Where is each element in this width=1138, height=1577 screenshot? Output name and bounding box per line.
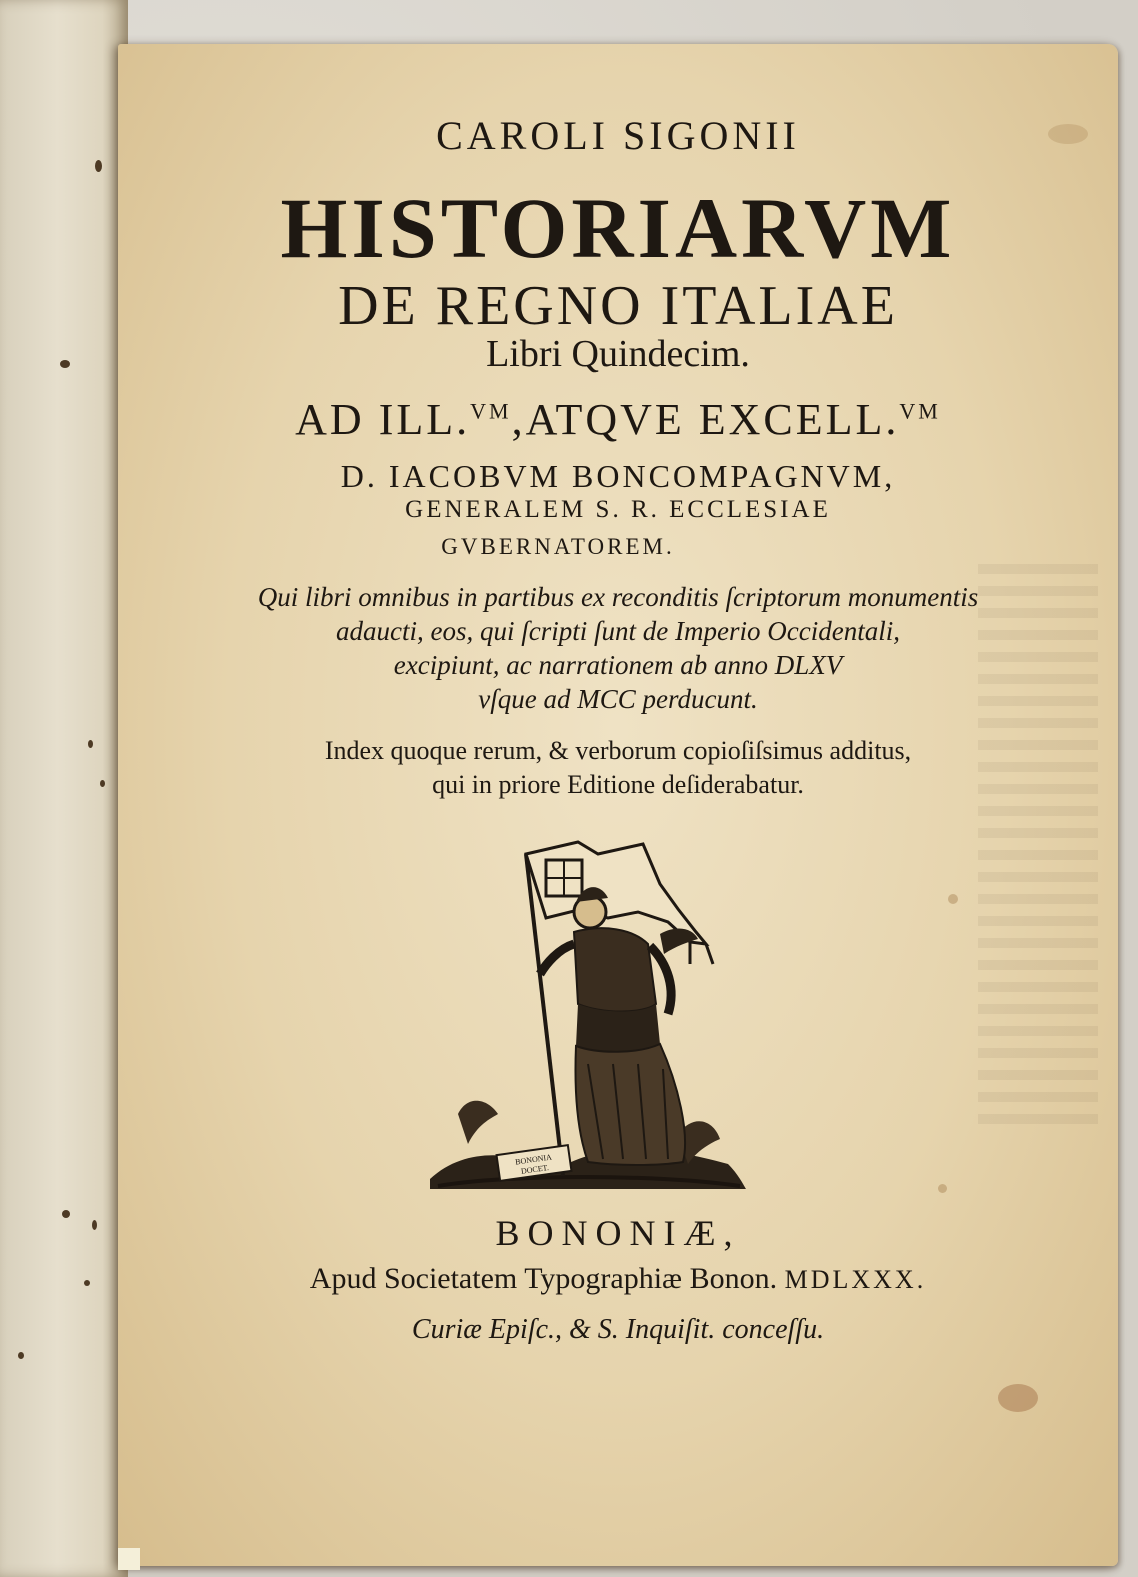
title-page [118, 44, 1118, 1566]
foxing-spot [938, 1184, 947, 1193]
foxing-spot [62, 1210, 70, 1218]
description-line-4: vſque ad MCC perducunt. [478, 684, 758, 714]
imprint-license: Curiæ Epiſc., & S. Inquiſit. conceſſu. [411, 1314, 825, 1345]
index-note-line-2: qui in priore Editione deſiderabatur. [432, 770, 804, 799]
imprint-printer: Apud Societatem Typographiæ Bonon. [309, 1262, 778, 1295]
index-note-line-1: Index quoque rerum, & verborum copioſiſsimus additus, [324, 736, 912, 765]
author-line: CAROLI SIGONII [436, 113, 800, 158]
device-motto-line-1: BONONIA [514, 1152, 553, 1167]
foxing-spot [92, 1220, 97, 1230]
dedication-atque: ,ATQVE EXCELL. [511, 395, 900, 444]
foxing-spot [100, 780, 105, 787]
foxing-spot [948, 894, 958, 904]
dedicatee-office: GENERALEM S. R. ECCLESIAE [405, 496, 831, 523]
device-figure [526, 842, 713, 1176]
dedication-line [118, 394, 1118, 445]
foxing-spot [18, 1352, 24, 1359]
description-line-1: Qui libri omnibus in partibus ex reconditis ſcriptorum monumentis [257, 582, 979, 612]
imprint-year: MDLXXX. [784, 1265, 927, 1294]
description-line-2: adaucti, eos, qui ſcripti ſunt de Imperio Occidentali, [336, 616, 900, 646]
dedicatee-name: D. IACOBVM BONCOMPAGNVM, [340, 458, 896, 494]
foxing-spot [88, 740, 93, 748]
subtitle: DE REGNO ITALIAE [338, 275, 898, 337]
left-page-edge [0, 0, 128, 1577]
imprint-printer-line [118, 1262, 1118, 1296]
imprint-city: BONONIÆ, [495, 1213, 741, 1253]
dedicatee-role: GVBERNATOREM. [441, 534, 675, 559]
books-line: Libri Quindecim. [486, 333, 750, 375]
foxing-spot [60, 360, 70, 368]
foxing-spot [84, 1280, 90, 1286]
library-sticker [118, 1548, 140, 1570]
device-motto-line-2: DOCET. [520, 1163, 550, 1176]
foxing-spot [95, 160, 102, 172]
show-through-text [978, 564, 1098, 1124]
dedication-ad: AD ILL. [295, 395, 471, 444]
description-line-3: excipiunt, ac narrationem ab anno DLXV [393, 650, 843, 680]
stain [998, 1384, 1038, 1412]
dedication-atque-superscript: VM [899, 398, 941, 424]
printers-device-woodcut [428, 814, 748, 1234]
main-title: HISTORIARVM [280, 180, 956, 276]
dedication-ad-superscript: VM [470, 398, 512, 424]
